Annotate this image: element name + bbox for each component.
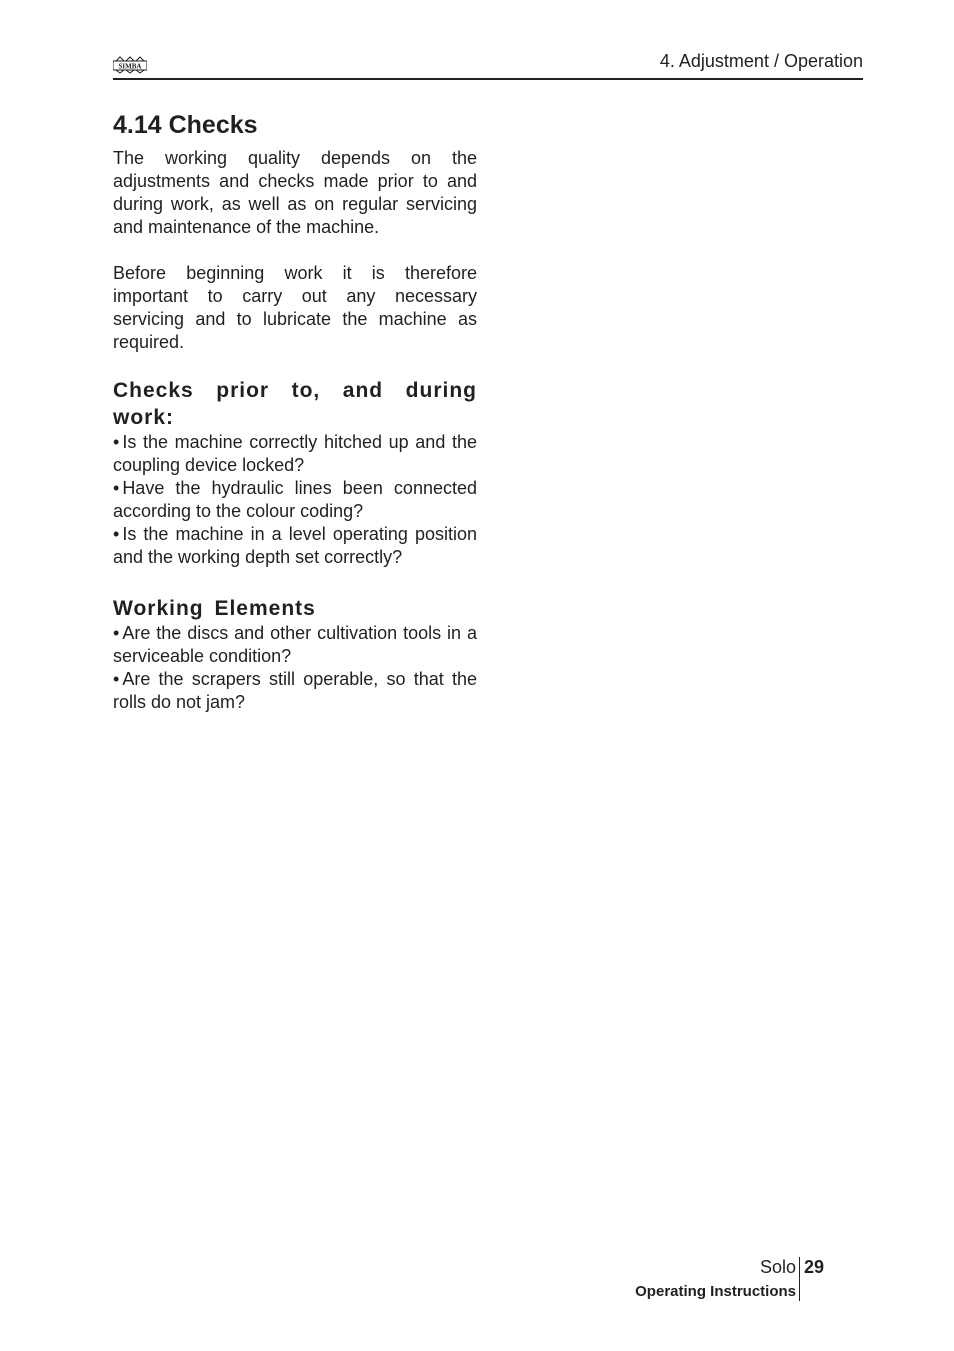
list-item: • Are the scrapers still operable, so that the rolls do not jam? xyxy=(113,669,477,712)
product-name: Solo xyxy=(759,1257,796,1277)
main-content xyxy=(113,108,477,714)
working-elements-heading: Working Elements xyxy=(113,597,316,620)
chapter-title: 4. Adjustment / Operation xyxy=(659,51,863,71)
footer-divider xyxy=(799,1257,800,1301)
page-number: 29 xyxy=(804,1257,825,1277)
section-title: 4.14 Checks xyxy=(113,111,258,139)
list-item: • Is the machine correctly hitched up and the coupling device locked? xyxy=(113,432,477,475)
intro-paragraph: The working quality depends on the adjustments and checks made prior to and during work, as well as on regular servicing and maintenance of the machine. xyxy=(113,148,477,237)
bullet: • xyxy=(113,669,120,689)
checks-prior-heading: Checks prior to, and during work: xyxy=(113,379,477,429)
working-elements-list xyxy=(113,622,477,714)
document-type: Operating Instructions xyxy=(635,1283,796,1300)
bullet: • xyxy=(113,524,120,544)
bullet: • xyxy=(113,478,120,498)
simba-logo xyxy=(113,56,147,74)
page-header xyxy=(113,50,863,80)
list-item: • Are the discs and other cultivation tools in a serviceable condition? xyxy=(113,623,477,666)
bullet: • xyxy=(113,623,120,643)
checks-prior-list xyxy=(113,431,477,569)
servicing-paragraph: Before beginning work it is therefore important to carry out any necessary servicing and to lubricate the machine as required. xyxy=(113,263,477,352)
list-item: • Is the machine in a level operating position and the working depth set correctly? xyxy=(113,524,477,567)
bullet: • xyxy=(113,432,120,452)
svg-text:SIMBA: SIMBA xyxy=(118,62,142,71)
page-footer xyxy=(624,1254,884,1302)
list-item: • Have the hydraulic lines been connected according to the colour coding? xyxy=(113,478,477,521)
